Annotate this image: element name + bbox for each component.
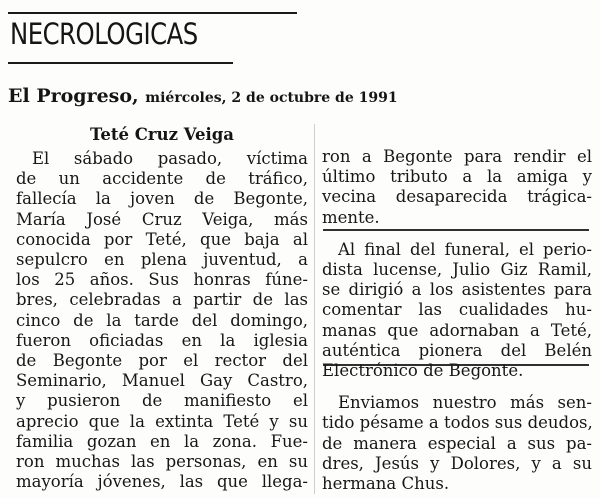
publication-date: miércoles, 2 de octubre de 1991 [145, 90, 398, 106]
article-paragraph-1-continued [322, 147, 592, 228]
dateline [8, 87, 398, 106]
top-rule [8, 12, 297, 14]
text-line: fallecía la joven de Begonte, [16, 189, 308, 209]
article-paragraph-3 [322, 393, 592, 494]
text-line: dista lucense, Julio Giz Ramil, [322, 260, 592, 280]
text-line: Seminario, Manuel Gay Castro, [16, 371, 308, 391]
text-line: María José Cruz Veiga, más [16, 209, 308, 229]
text-line: mente. [322, 207, 380, 227]
article-paragraph-2 [322, 240, 592, 381]
text-line: Electrónico de Begonte. [322, 361, 524, 381]
text-line: mayoría jóvenes, las que llega- [16, 472, 308, 492]
text-line: cinco de la tarde del domingo, [16, 310, 308, 330]
text-line: sepulcro en plena juventud, a [16, 250, 308, 270]
title-underline [8, 62, 233, 64]
text-line: fueron oficiadas en la iglesia [16, 330, 308, 350]
article-column-right [322, 147, 592, 494]
paragraph-gap [322, 381, 592, 393]
text-line: vecina desaparecida trágica- [322, 187, 592, 207]
text-line: ron a Begonte para rendir el [322, 147, 592, 166]
text-line: de Begonte por el rector del [16, 351, 308, 371]
text-line: auténtica pionera del Belén [322, 340, 592, 360]
text-line: de manera especial a sus pa- [322, 433, 592, 453]
text-line: ron muchas las personas, en su [16, 452, 308, 472]
article-title: Teté Cruz Veiga [90, 125, 234, 144]
text-line: comentar las cualidades hu- [322, 300, 592, 320]
article-paragraph-1 [16, 149, 308, 492]
text-line: aprecio que la extinta Teté y su [16, 411, 308, 431]
article-column-left [16, 125, 308, 492]
text-line: y pusieron de manifiesto el [16, 391, 308, 411]
text-line: El sábado pasado, víctima [32, 149, 308, 168]
section-title: NECROLOGICAS [10, 17, 198, 51]
text-line: se dirigió a los asistentes para [322, 280, 592, 300]
newspaper-name: El Progreso, [8, 85, 139, 107]
text-line: bres, celebradas a partir de las [16, 290, 308, 310]
text-line: Enviamos nuestro más sen- [338, 393, 592, 413]
text-line: manas que adornaban a Teté, [322, 320, 592, 340]
paragraph-gap [322, 228, 592, 240]
text-line: de un accidente de tráfico, [16, 169, 308, 189]
text-line: los 25 años. Sus honras fúne- [16, 270, 308, 290]
text-line: tido pésame a todos sus deudos, [322, 413, 593, 433]
text-line: dres, Jesús y Dolores, y a su [322, 453, 592, 473]
text-line: último tributo a la amiga y [322, 167, 592, 187]
text-line: Al final del funeral, el perio- [338, 239, 592, 259]
text-line: conocida por Teté, que baja al [16, 229, 308, 249]
text-line: familia gozan en la zona. Fue- [16, 431, 308, 451]
column-separator [314, 124, 315, 494]
text-line: hermana Chus. [322, 474, 450, 494]
